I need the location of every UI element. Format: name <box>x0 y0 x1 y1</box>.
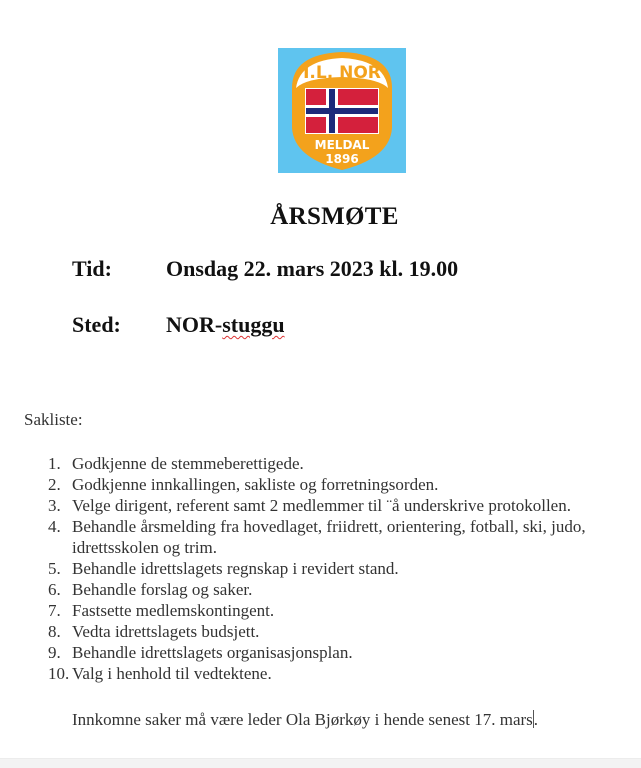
logo-top-text: I.L. NOR <box>303 63 381 83</box>
agenda-item: 6. Behandle forslag og saker. <box>48 580 253 599</box>
agenda-item: 9. Behandle idrettslagets organisasjonsplan. <box>48 643 353 662</box>
spellcheck-underlined-word[interactable]: stuggu <box>222 312 285 337</box>
agenda-item: 3. Velge dirigent, referent samt 2 medlemmer til ¨å underskrive protokollen. <box>48 496 571 515</box>
club-logo <box>278 48 406 173</box>
logo-bottom-text-1: MELDAL <box>314 138 370 152</box>
logo-bottom-text-2: 1896 <box>325 152 359 166</box>
norway-flag-icon <box>305 88 379 134</box>
agenda-item: 8. Vedta idrettslagets budsjett. <box>48 622 260 641</box>
place-value: NOR-stuggu <box>166 312 285 337</box>
time-value: Onsdag 22. mars 2023 kl. 19.00 <box>166 256 459 281</box>
agenda-label: Sakliste: <box>24 410 83 429</box>
agenda-item: 2. Godkjenne innkallingen, sakliste og forretningsorden. <box>48 475 439 494</box>
agenda-item: 5. Behandle idrettslagets regnskap i revidert stand. <box>48 559 399 578</box>
time-label: Tid: <box>72 256 112 281</box>
agenda-item: 1. Godkjenne de stemmeberettigede. <box>48 454 304 473</box>
place-label: Sted: <box>72 312 121 337</box>
agenda-item: 10. Valg i henhold til vedtektene. <box>48 664 272 683</box>
submission-deadline-note: Innkomne saker må være leder Ola Bjørkøy i hende senest 17. mars. <box>72 710 539 729</box>
agenda-item: 7. Fastsette medlemskontingent. <box>48 601 275 620</box>
agenda-item: 4. Behandle årsmelding fra hovedlaget, friidrett, orientering, fotball, ski, judo, idrettsskolen og trim. <box>48 517 586 557</box>
document-title: ÅRSMØTE <box>270 203 399 230</box>
agenda-list <box>0 453 641 684</box>
